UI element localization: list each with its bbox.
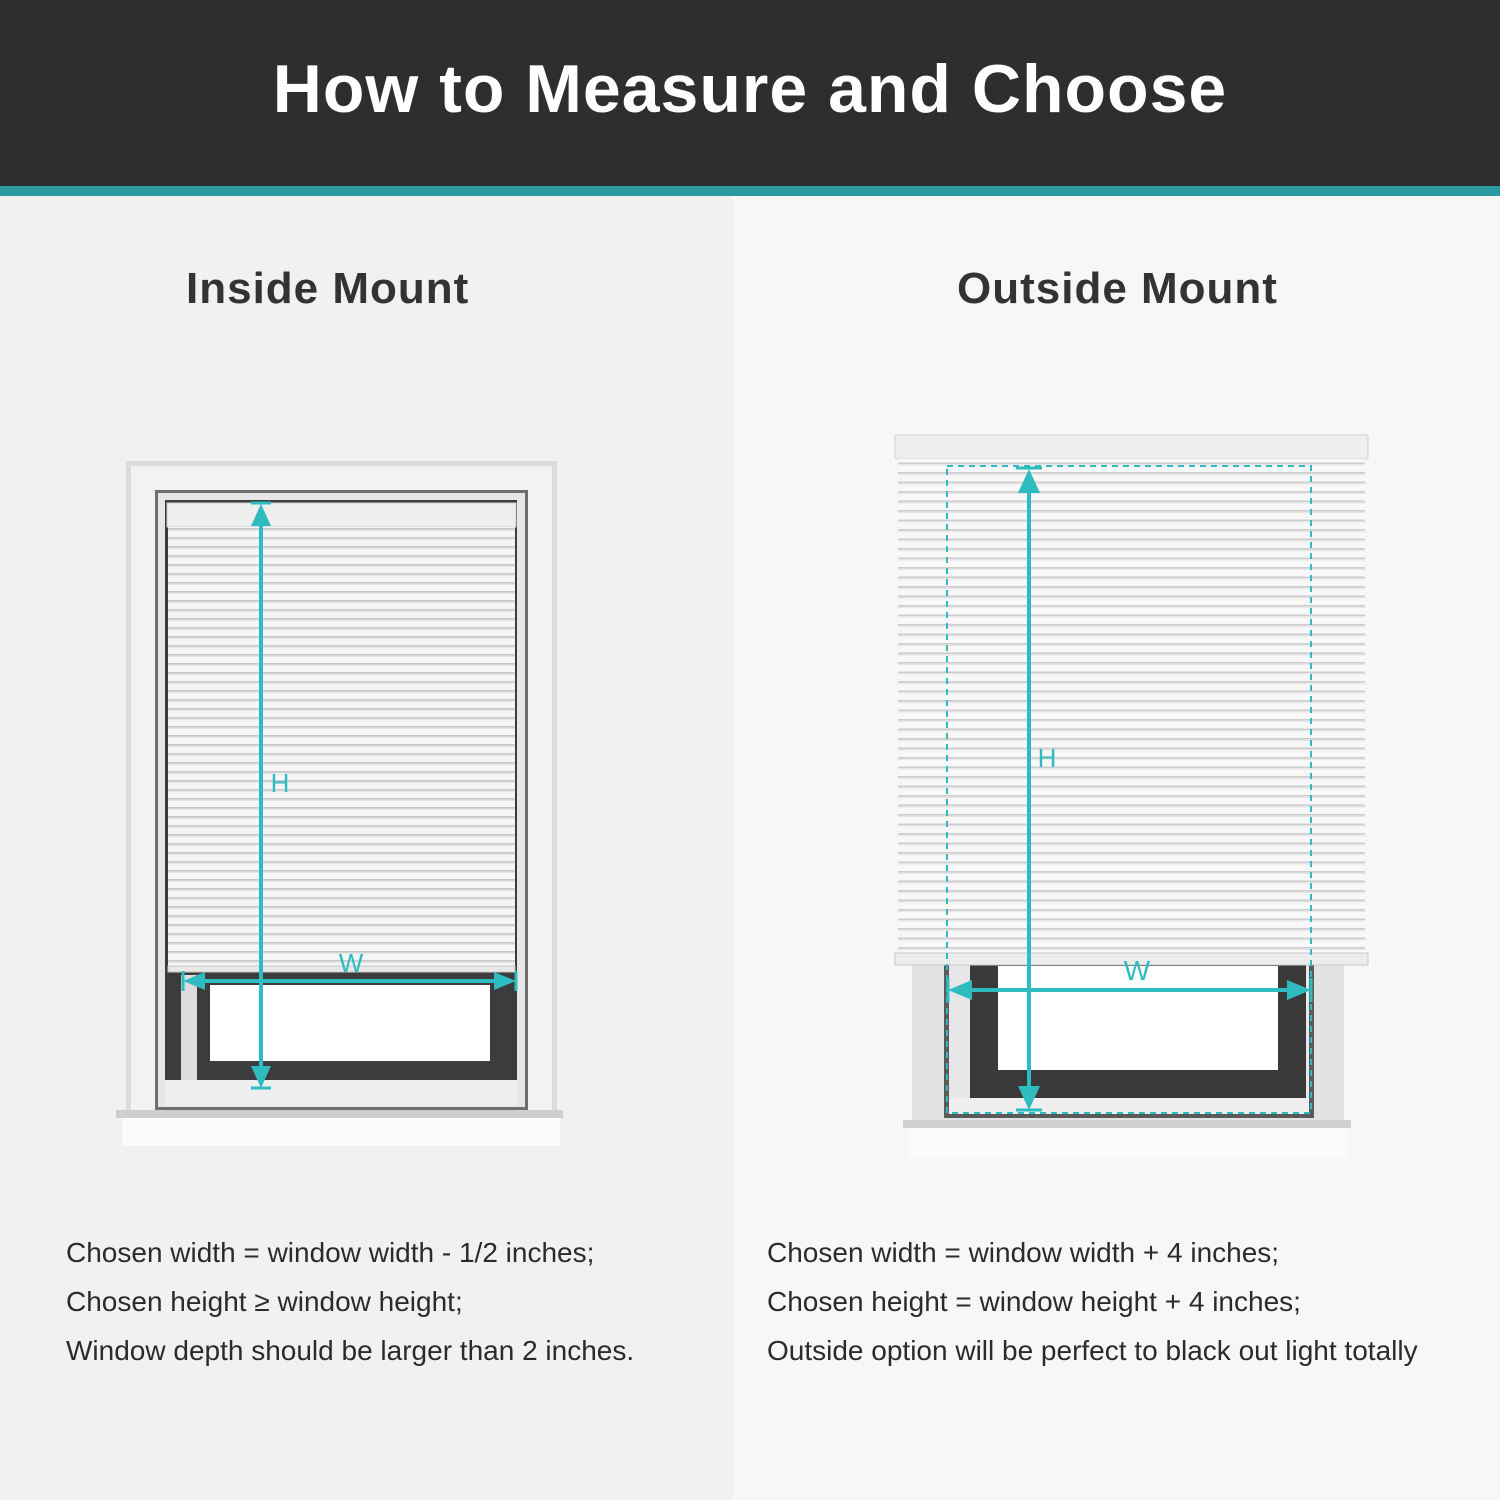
note-item: Outside option will be perfect to black out light totally <box>767 1335 1418 1366</box>
inside-mount-heading: Inside Mount <box>186 264 470 313</box>
note-item: Window depth should be larger than 2 inches. <box>66 1335 635 1366</box>
outside-width-label: W <box>1123 955 1151 986</box>
inside-width-label: W <box>338 948 364 978</box>
outside-height-label: H <box>1037 743 1057 773</box>
window-pane <box>210 985 490 1061</box>
inside-mount-window <box>116 461 563 1146</box>
cellular-shade <box>168 527 515 970</box>
outside-mount-notes <box>767 1228 1418 1375</box>
headrail <box>167 503 516 527</box>
outside-mount-heading: Outside Mount <box>957 264 1278 313</box>
page-title: How to Measure and Choose <box>272 51 1228 127</box>
note-item: Chosen width = window width - 1/2 inches; <box>66 1237 595 1268</box>
window-sill <box>116 1110 563 1118</box>
note-item: Chosen width = window width + 4 inches; <box>767 1237 1280 1268</box>
headrail <box>895 435 1368 459</box>
outside-mount-window <box>895 435 1368 1158</box>
inside-mount-notes <box>66 1228 634 1375</box>
window-sill <box>903 1120 1351 1128</box>
inside-height-label: H <box>270 768 290 798</box>
cellular-shade <box>898 459 1365 955</box>
note-item: Chosen height ≥ window height; <box>66 1286 463 1317</box>
note-item: Chosen height = window height + 4 inches; <box>767 1286 1301 1317</box>
